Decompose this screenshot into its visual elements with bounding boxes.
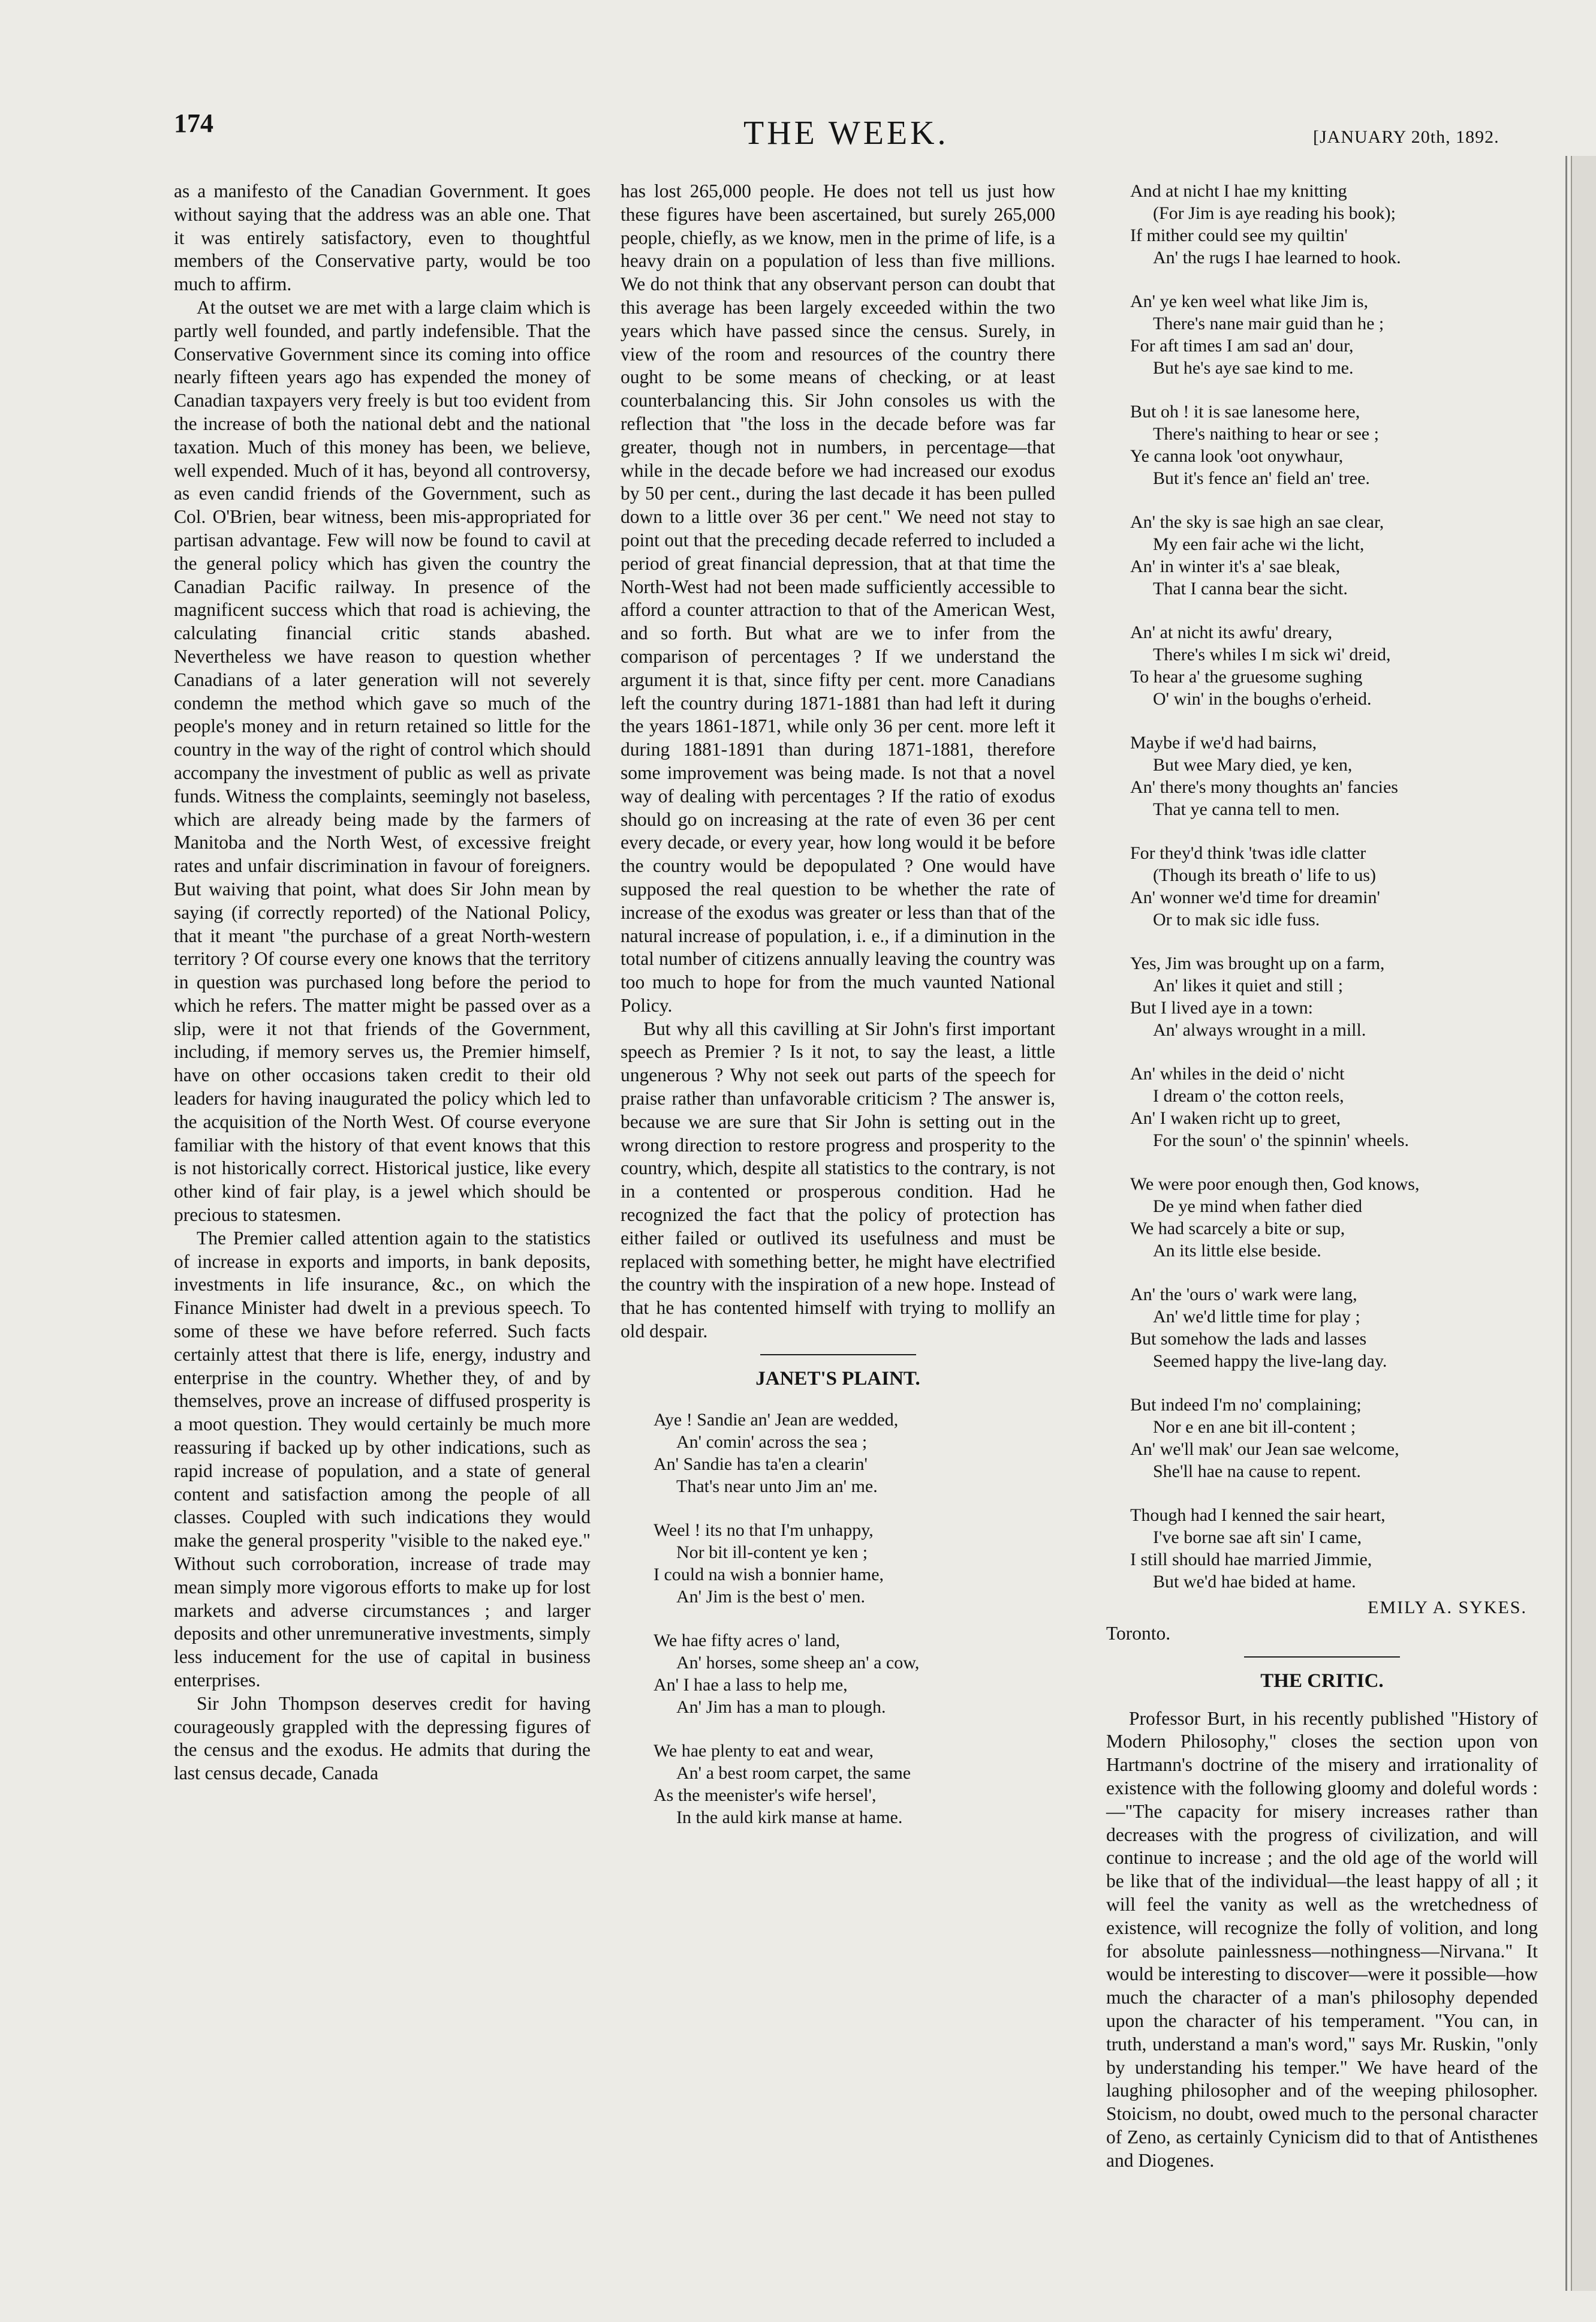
- poem-janets-plaint-part-1: [621, 1409, 1055, 1828]
- paragraph: as a manifesto of the Canadian Government. It goes without saying that the address was an able one. That it was entirely satisfactory, even to thoughtful members of the Conservative party, would be too much to affirm.: [174, 181, 591, 295]
- poem-line: An' comin' across the sea ;: [676, 1431, 868, 1452]
- poem-line: But somehow the lads and lasses: [1130, 1329, 1367, 1349]
- poem-line: For the soun' o' the spinnin' wheels.: [1153, 1130, 1410, 1150]
- poem-stanza: [1130, 952, 1538, 1041]
- poem-line: But wee Mary died, ye ken,: [1153, 755, 1353, 775]
- poem-stanza: [1130, 511, 1538, 600]
- poem-stanza: [1130, 401, 1538, 489]
- poem-stanza: [1130, 180, 1538, 269]
- poem-line: An' the 'ours o' wark were lang,: [1130, 1285, 1357, 1304]
- paragraph: Sir John Thompson deserves credit for having courageously grappled with the depressing figures of the census and the exodus. He admits that during the last census decade, Canada: [174, 1692, 591, 1784]
- poem-line: De ye mind when father died: [1153, 1196, 1363, 1216]
- poem-line: For they'd think 'twas idle clatter: [1130, 843, 1366, 863]
- poem-line: An' Sandie has ta'en a clearin': [654, 1454, 868, 1474]
- poem-line: And at nicht I hae my knitting: [1130, 181, 1347, 201]
- poem-line: An' Jim has a man to plough.: [676, 1697, 886, 1717]
- poem-line: An' whiles in the deid o' nicht: [1130, 1064, 1345, 1084]
- poem-line: An' I hae a lass to help me,: [654, 1674, 848, 1695]
- poem-line: An' Jim is the best o' men.: [676, 1586, 865, 1607]
- poem-line: (Though its breath o' life to us): [1153, 865, 1376, 885]
- poem-stanza: [1130, 842, 1538, 931]
- poem-line: For aft times I am sad an' dour,: [1130, 336, 1354, 356]
- poem-line: Aye ! Sandie an' Jean are wedded,: [654, 1409, 899, 1430]
- poem-stanza: [654, 1519, 1055, 1608]
- poem-line: Maybe if we'd had bairns,: [1130, 733, 1317, 753]
- poem-place: Toronto.: [1106, 1623, 1171, 1644]
- poem-line: I dream o' the cotton reels,: [1153, 1086, 1344, 1106]
- poem-line: We were poor enough then, God knows,: [1130, 1174, 1420, 1194]
- poem-line: O' win' in the boughs o'erheid.: [1153, 689, 1372, 709]
- section-title: THE CRITIC.: [1260, 1670, 1384, 1692]
- poem-line: We had scarcely a bite or sup,: [1130, 1219, 1345, 1238]
- poem-janets-plaint-part-2: [1106, 180, 1538, 1619]
- poem-stanza: [1130, 1173, 1538, 1262]
- poem-line: Weel ! its no that I'm unhappy,: [654, 1520, 874, 1540]
- column-1: [174, 180, 591, 1785]
- poem-line: Seemed happy the live-lang day.: [1153, 1351, 1387, 1371]
- poem-line: But he's aye sae kind to me.: [1153, 358, 1354, 378]
- poem-line: An' horses, some sheep an' a cow,: [676, 1652, 920, 1673]
- poem-line: I could na wish a bonnier hame,: [654, 1564, 884, 1584]
- poem-line: Nor e en ane bit ill-content ;: [1153, 1417, 1356, 1437]
- poem-line: As the meenister's wife hersel',: [654, 1785, 877, 1805]
- page-number: 174: [174, 109, 213, 138]
- poem-line: To hear a' the gruesome sughing: [1130, 667, 1363, 687]
- poem-line: If mither could see my quiltin': [1130, 225, 1348, 245]
- poem-line: But oh ! it is sae lanesome here,: [1130, 402, 1360, 422]
- poem-stanza: [1130, 621, 1538, 710]
- paragraph: The Premier called attention again to the statistics of increase in exports and imports, in bank deposits, investments in life insurance, &c., on which the Finance Minister had dwelt in a previous speech. To some of these we have before referred. Such facts certainly attest that there is life, energy, industry and enterprise in the country. Whether they, of and by themselves, prove an increase of diffused prosperity is a moot question. They would certainly be much more reassuring if backed up by other indications, such as rapid increase of population, and a state of general content and satisfaction among the people of all classes. Coupled with such indications they would make the general prosperity "visible to the naked eye." Without such corroboration, increase of trade may mean simply more vigorous efforts to make up for lost markets and adverse circumstances ; and larger deposits and other unremunerative investments, simply less inducement for the use of capital in business enterprises.: [174, 1227, 591, 1691]
- poem-line: That ye canna tell to men.: [1153, 799, 1340, 819]
- adjacent-page-edge: [1571, 156, 1596, 2291]
- column-3: [1106, 180, 1538, 2173]
- poem-stanza: [654, 1629, 1055, 1718]
- poem-line: An' we'll mak' our Jean sae welcome,: [1130, 1439, 1399, 1459]
- poem-line: That's near unto Jim an' me.: [676, 1476, 878, 1496]
- poem-line: In the auld kirk manse at hame.: [676, 1807, 903, 1827]
- poem-author: EMILY A. SYKES.: [1368, 1598, 1527, 1617]
- poem-line: An' we'd little time for play ;: [1153, 1307, 1360, 1327]
- poem-line: (For Jim is aye reading his book);: [1153, 203, 1396, 223]
- poem-line: But we'd hae bided at hame.: [1153, 1572, 1356, 1592]
- poem-line: We hae plenty to eat and wear,: [654, 1740, 874, 1761]
- poem-line: There's naithing to hear or see ;: [1153, 424, 1379, 444]
- poem-line: There's whiles I m sick wi' dreid,: [1153, 645, 1391, 664]
- poem-line: An' a best room carpet, the same: [676, 1762, 911, 1783]
- poem-line: Ye canna look 'oot onywhaur,: [1130, 446, 1344, 466]
- poem-line: An' ye ken weel what like Jim is,: [1130, 291, 1368, 311]
- issue-date: [JANUARY 20th, 1892.: [1313, 127, 1499, 147]
- column-2: [621, 180, 1055, 1850]
- poem-title: JANET'S PLAINT.: [755, 1367, 920, 1389]
- poem-line: An' likes it quiet and still ;: [1153, 976, 1344, 995]
- scan-gutter-line: [1565, 156, 1567, 2291]
- poem-line: That I canna bear the sicht.: [1153, 579, 1348, 598]
- paragraph: has lost 265,000 people. He does not tell us just how these figures have been ascertained, but surely 265,000 people, chiefly, as we know, men in the prime of life, is a heavy drain on a population of less than five millions. We do not think that any observant person can doubt that this average has been largely exceeded within the two years which have passed since the census. Surely, in view of the room and resources of the country there ought to be some means of checking, or at least counterbalancing this. Sir John consoles us with the reflection that "the loss in the decade before was far greater, though not in numbers, in percentage—that while in the decade before we had increased our exodus by 50 per cent., during the last decade it has been pulled down to a little over 36 per cent." We need not stay to point out that the preceding decade referred to included a period of great financial depression, that at that time the North-West had not been made sufficiently accessible to afford a counter attraction to that of the American West, and so forth. But what are we to infer from the comparison of percentages ? If we understand the argument it is that, since fifty per cent. more Canadians left the country during 1871-1881 than had left it during the years 1861-1871, while only 36 per cent. more left it during 1881-1891 than during 1871-1881, therefore some improvement was being made. Is not that a novel way of dealing with percentages ? If the ratio of exodus should go on increasing at the rate of even 36 per cent every decade, or every year, how long would it be before the country would be depopulated ? One would have supposed the real question to be whether the rate of increase of the exodus was greater or less than that of the natural increase of population, i. e., if a diminution in the total number of citizens annually leaving the country was too much to hope for from the much vaunted National Policy.: [621, 181, 1055, 1016]
- divider-rule: [760, 1354, 916, 1355]
- poem-line: An' the rugs I hae learned to hook.: [1153, 248, 1401, 267]
- poem-stanza: [1130, 290, 1538, 379]
- poem-stanza: [654, 1740, 1055, 1828]
- poem-line: An' the sky is sae high an sae clear,: [1130, 512, 1384, 532]
- poem-line: An' always wrought in a mill.: [1153, 1020, 1366, 1040]
- poem-line: She'll hae na cause to repent.: [1153, 1461, 1361, 1481]
- poem-line: We hae fifty acres o' land,: [654, 1630, 841, 1650]
- paragraph: At the outset we are met with a large claim which is partly well founded, and partly indefensible. That the Conservative Government since its coming into office nearly fifteen years ago has expended the money of Canadian taxpayers very freely is but too evident from the increase of both the national debt and the national taxation. Much of this money has been, we believe, well expended. Much of it has, beyond all controversy, as even candid friends of the Government, such as Col. O'Brien, bear witness, been mis-appropriated for partisan advantage. Few will now be found to cavil at the general policy which has given the country the Canadian Pacific railway. In presence of the magnificent success which that road is achieving, the calculating financial critic stands abashed. Nevertheless we have reason to question whether Canadians of a later generation will not severely condemn the method which gave so much of the people's money and in return retained so little for the country in the way of the right of control which should accompany the investment of public as well as private funds. Witness the complaints, seemingly not baseless, which are already being made by the farmers of Manitoba and the North West, of excessive freight rates and unfair discrimination in favour of foreigners. But waiving that point, what does Sir John mean by saying (if correctly reported) of the National Policy, that it meant "the purchase of a great North-western territory ? Of course every one knows that the territory in question was purchased long before the period to which he refers. The matter might be passed over as a slip, were it not that friends of the Government, including, if memory serves us, the Premier himself, have on other occasions taken credit to their old leaders for having inaugurated the policy which led to the acquisition of the North West. Of course everyone familiar with the history of that event knows that this is not historically correct. Historical justice, like every other kind of fair play, is a jewel which should be precious to statesmen.: [174, 296, 591, 1226]
- poem-line: But I lived aye in a town:: [1130, 998, 1313, 1018]
- poem-stanza: [1130, 1283, 1538, 1372]
- poem-line: But indeed I'm no' complaining;: [1130, 1395, 1362, 1415]
- poem-stanza: [654, 1409, 1055, 1497]
- poem-stanza: [1130, 1063, 1538, 1151]
- poem-line: An its little else beside.: [1153, 1241, 1321, 1261]
- poem-line: An' in winter it's a' sae bleak,: [1130, 557, 1341, 576]
- poem-line: Nor bit ill-content ye ken ;: [676, 1542, 868, 1562]
- poem-line: My een fair ache wi the licht,: [1153, 534, 1365, 554]
- poem-stanza: [1130, 732, 1538, 820]
- poem-line: There's nane mair guid than he ;: [1153, 314, 1384, 333]
- poem-line: Though had I kenned the sair heart,: [1130, 1505, 1386, 1525]
- poem-line: An' at nicht its awfu' dreary,: [1130, 622, 1333, 642]
- poem-stanza: [1130, 1394, 1538, 1482]
- poem-line: An' I waken richt up to greet,: [1130, 1108, 1341, 1128]
- poem-stanza: [1130, 1504, 1538, 1593]
- divider-rule: [1244, 1656, 1400, 1658]
- poem-line: An' wonner we'd time for dreamin': [1130, 888, 1380, 907]
- paragraph: Professor Burt, in his recently published "History of Modern Philosophy," closes the section upon von Hartmann's doctrine of the misery and irrationality of existence with the following gloomy and doleful words :—"The capacity for misery increases rather than decreases with the progress of civilization, and will continue to increase ; and the old age of the world will be like that of the individual—the least happy of all ; it will feel the vanity as well as the wretchedness of existence, will recognize the folly of volition, and long for absolute painlessness—nothingness—Nirvana." It would be interesting to discover—were it possible—how much the character of a man's philosophy depended upon the character of his temperament. "You can, in truth, understand a man's word," says Mr. Ruskin, "only by understanding his temper." We have heard of the laughing philosopher and of the weeping philosopher. Stoicism, no doubt, owed much to the personal character of Zeno, as certainly Cynicism did to that of Antisthenes and Diogenes.: [1106, 1707, 1538, 2171]
- masthead: THE WEEK.: [743, 115, 949, 152]
- poem-line: I've borne sae aft sin' I came,: [1153, 1527, 1362, 1547]
- poem-line: Yes, Jim was brought up on a farm,: [1130, 954, 1385, 973]
- poem-line: An' there's mony thoughts an' fancies: [1130, 777, 1398, 797]
- poem-line: I still should hae married Jimmie,: [1130, 1550, 1372, 1569]
- poem-line: Or to mak sic idle fuss.: [1153, 910, 1320, 930]
- paragraph: But why all this cavilling at Sir John's first important speech as Premier ? Is it not, to say the least, a little ungenerous ? Why not seek out parts of the speech for praise rather than unfavorable criticism ? The answer is, because we are sure that Sir John is setting out in the wrong direction to restore progress and prosperity to the country, which, despite all statistics to the contrary, is not in a contented or prosperous condition. Had he recognized the fact that the policy of protection has either failed or outlived its usefulness and must be replaced with something better, he might have electrified the country with the inspiration of a new hope. Instead of that he has contented himself with trying to mollify an old despair.: [621, 1018, 1055, 1342]
- poem-line: But it's fence an' field an' tree.: [1153, 468, 1370, 488]
